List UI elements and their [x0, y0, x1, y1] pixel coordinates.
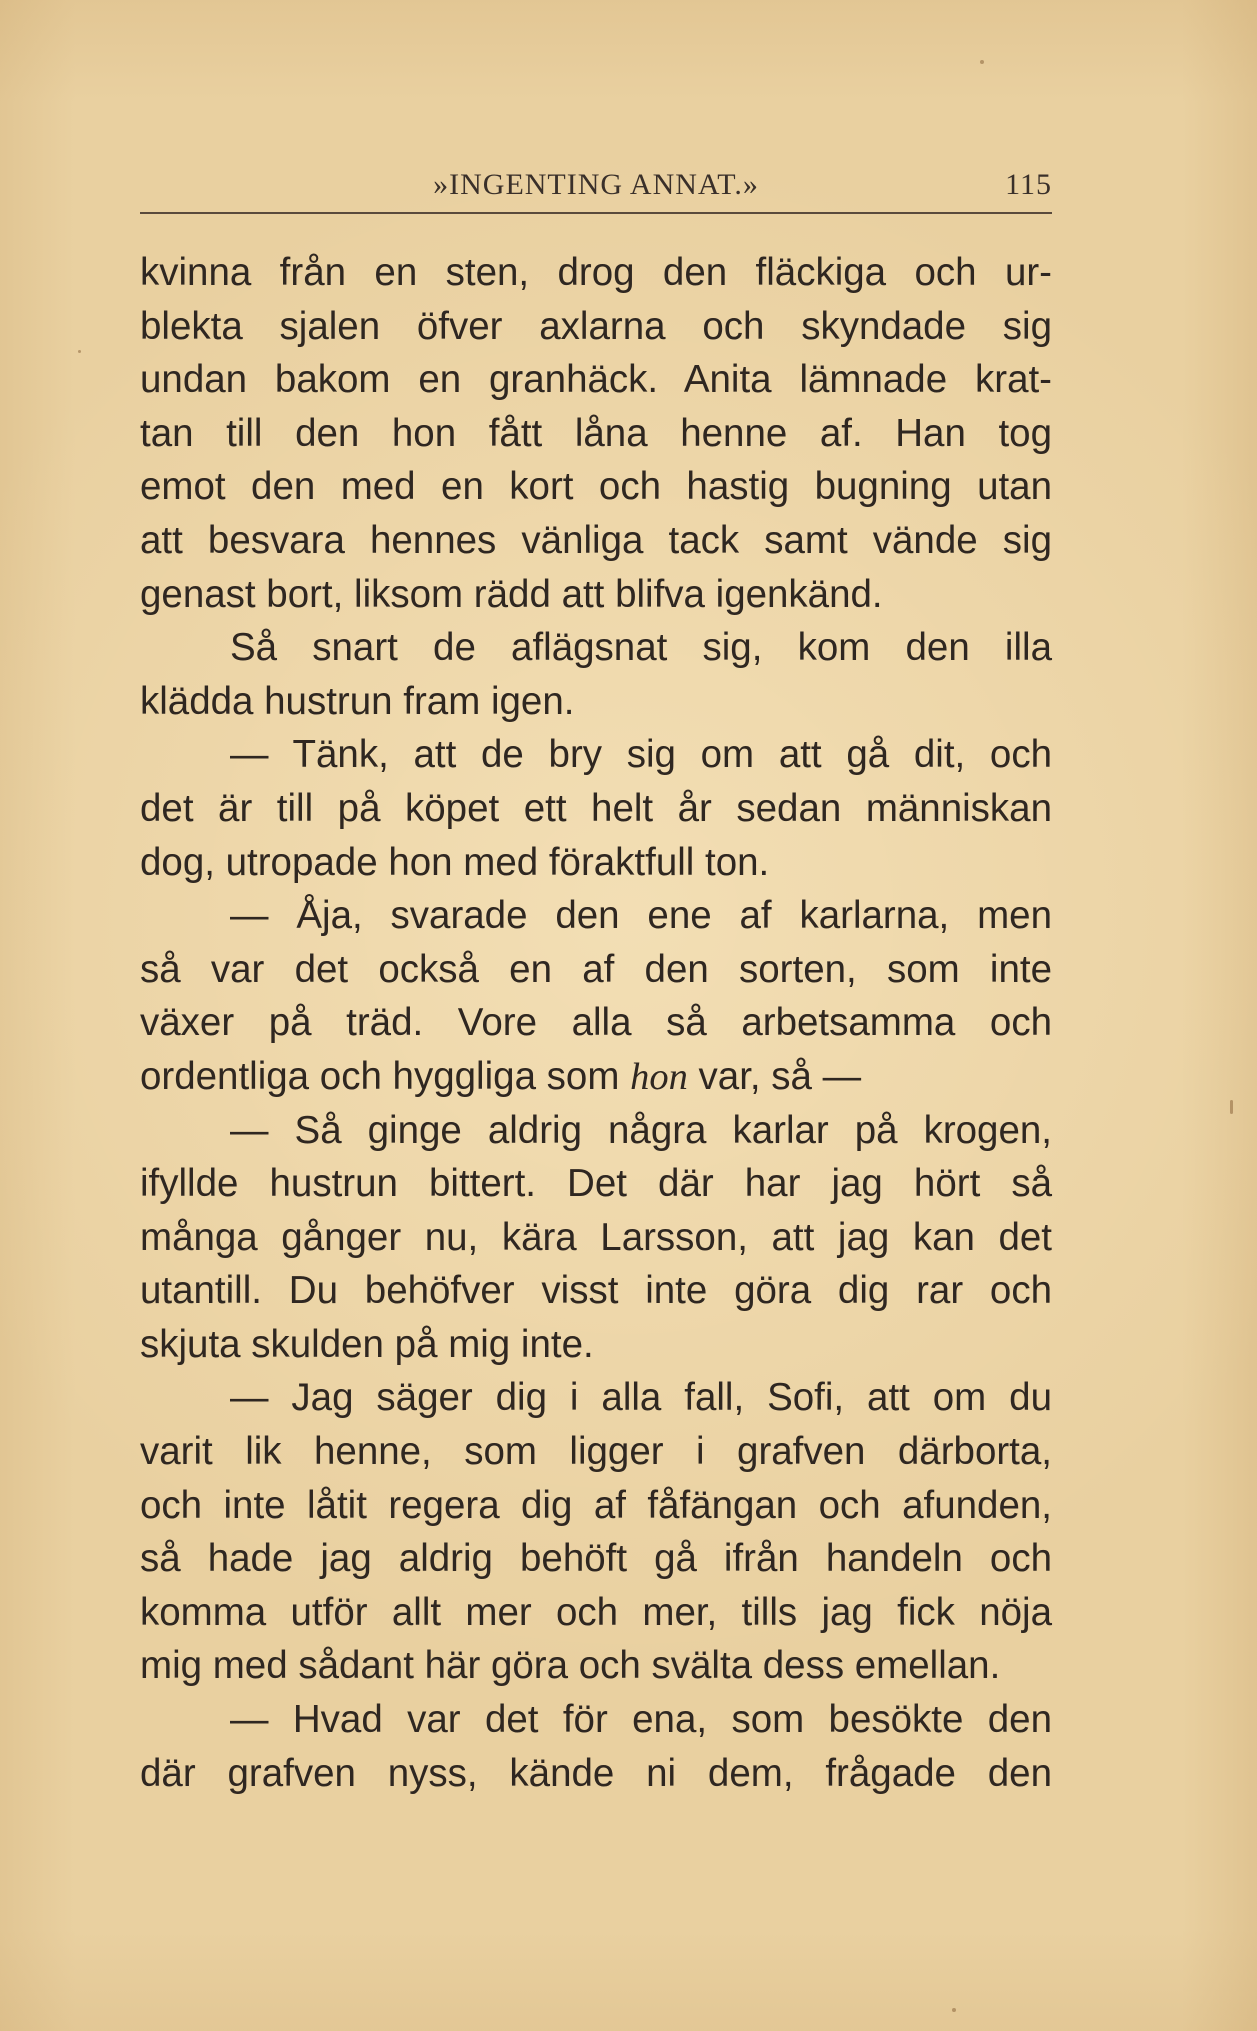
- text-line: så var det också en af den sorten, som inte: [140, 947, 1052, 991]
- text-line: — Hvad var det för ena, som besökte den: [230, 1698, 1052, 1742]
- text-line: komma utför allt mer och mer, tills jag fick nöja: [140, 1590, 1052, 1634]
- header-rule: [140, 212, 1052, 214]
- text-line: — Så ginge aldrig några karlar på krogen,: [230, 1108, 1052, 1152]
- text-line: undan bakom en granhäck. Anita lämnade krat-: [140, 358, 1052, 402]
- text-line: — Tänk, att de bry sig om att gå dit, och: [230, 733, 1052, 777]
- text-line: Så snart de aflägsnat sig, kom den illa: [230, 626, 1052, 670]
- text-line: att besvara hennes vänliga tack samt vände sig: [140, 518, 1052, 562]
- running-title: »INGENTING ANNAT.»: [433, 168, 759, 201]
- text-line: — Jag säger dig i alla fall, Sofi, att om du: [230, 1376, 1052, 1420]
- paper-speck: [952, 2008, 956, 2012]
- text-line: skjuta skulden på mig inte.: [140, 1322, 594, 1366]
- text-line: det är till på köpet ett helt år sedan människan: [140, 786, 1052, 830]
- text-line: dog, utropade hon med föraktfull ton.: [140, 840, 770, 884]
- text-line: klädda hustrun fram igen.: [140, 679, 575, 723]
- text-line: utantill. Du behöfver visst inte göra dig rar och: [140, 1269, 1052, 1313]
- text-line: [140, 1050, 1052, 1104]
- body-text: [140, 246, 1052, 1800]
- text-line: där grafven nyss, kände ni dem, frågade den: [140, 1751, 1052, 1795]
- emphasized-word: hon: [630, 1055, 688, 1098]
- text-line: varit lik henne, som ligger i grafven därborta,: [140, 1430, 1052, 1474]
- text-line: kvinna från en sten, drog den fläckiga och ur-: [140, 251, 1052, 294]
- text-line: mig med sådant här göra och svälta dess emellan.: [140, 1644, 1001, 1688]
- paper-speck: [78, 350, 81, 353]
- text-line: ifyllde hustrun bittert. Det där har jag hört så: [140, 1162, 1052, 1206]
- text-line: växer på träd. Vore alla så arbetsamma och: [140, 1001, 1052, 1045]
- text-line: tan till den hon fått låna henne af. Han tog: [140, 411, 1052, 455]
- text-line: många gånger nu, kära Larsson, att jag kan det: [140, 1215, 1052, 1259]
- text-line: emot den med en kort och hastig bugning utan: [140, 465, 1052, 509]
- text-line: — Åja, svarade den ene af karlarna, men: [230, 894, 1052, 938]
- text-line: genast bort, liksom rädd att blifva igenkänd.: [140, 572, 883, 616]
- paper-speck: [1230, 1100, 1233, 1114]
- text-segment: ordentliga och hyggliga som: [140, 1054, 631, 1098]
- text-line: och inte låtit regera dig af fåfängan och afunden,: [140, 1483, 1052, 1527]
- text-segment: var, så —: [687, 1054, 862, 1098]
- page-number: 115: [1005, 168, 1052, 201]
- text-line: blekta sjalen öfver axlarna och skyndade sig: [140, 304, 1052, 348]
- paper-speck: [980, 60, 984, 64]
- page-header: [140, 168, 1052, 208]
- text-line: så hade jag aldrig behöft gå ifrån handeln och: [140, 1537, 1052, 1581]
